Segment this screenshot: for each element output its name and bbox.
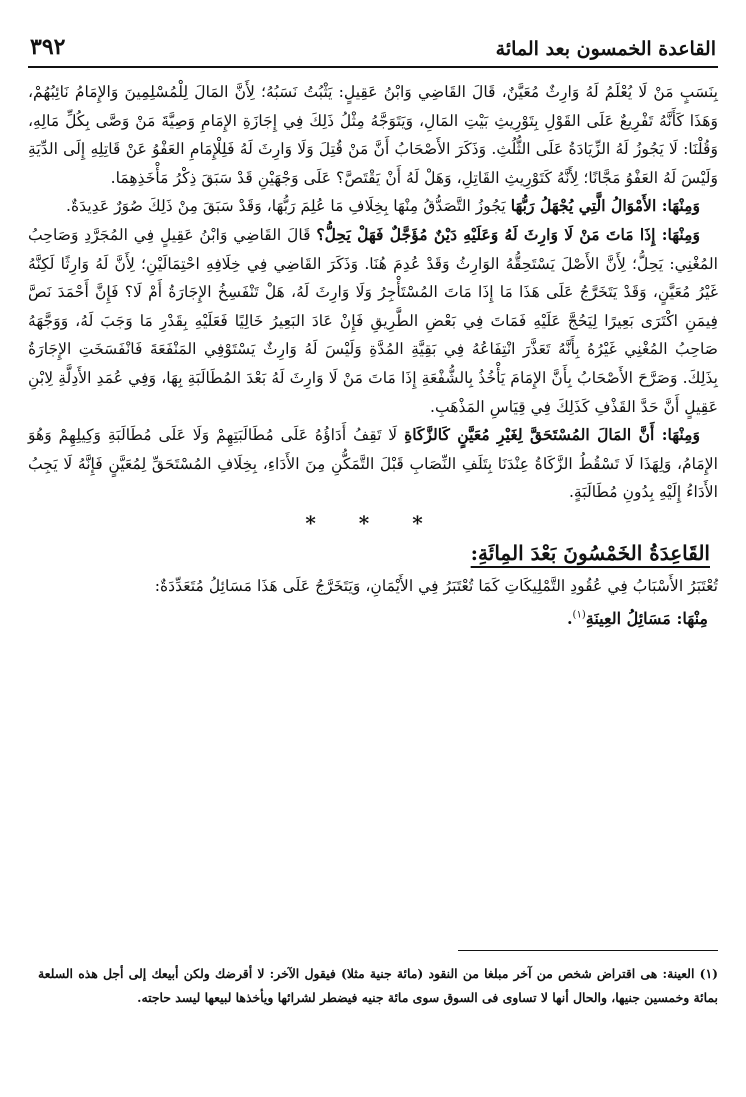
paragraph-text: لَا تَقِفُ أَدَاؤُهُ عَلَى مُطَالَبَتِهِمْ وَلَا عَلَى مُطَالَبَةِ وَكِيلِهِمْ وَهُوَ الإِمَامُ، وَلِهَذَا لَا تَسْقُطُ الزَّكَاةُ عِنْدَنَا بِتَلَفِ النِّصَابِ قَبْلَ التَّمَكُّنِ مِنَ الأَدَاءِ، بِخِلَافِ المُسْتَحَقِّ لِمُعَيَّنٍ فَإِنَّهُ لَا يَجِبُ الأَدَاءُ إِلَيْهِ بِدُونِ مُطَالَبَةٍ. — [28, 426, 718, 502]
main-text — [28, 78, 718, 507]
paragraph-text: يَجُوزُ التَّصَدُّقُ مِنْهَا بِخِلَافِ مَا عُلِمَ رَبُّهَا، وَقَدْ سَبَقَ مِنْ ذَلِكَ صُوَرٌ عَدِيدَةٌ. — [66, 197, 511, 216]
paragraph-text: بِنَسَبٍ مَنْ لَا يُعْلَمُ لَهُ وَارِثٌ مُعَيَّنٌ، قَالَ القَاضِي وَابْنُ عَقِيلٍ: يَثْبُتُ نَسَبُهُ؛ لِأَنَّ المَالَ لِلْمُسْلِمِينَ وَالإِمَامُ نَائِبُهُمْ، وَهَذَا كَأَنَّهُ تَفْرِيعٌ عَلَى القَوْلِ بِتَوْرِيثِ بَيْتِ المَالِ، وَيَتَوَجَّهُ مِثْلُ ذَلِكَ فِي إِجَازَةِ الإِمَامِ وَصِيَّةَ مَنْ وَصَّى بِكُلِّ مَالِهِ، وَقُلْنَا: لَا يَجُوزُ لَهُ الزِّيَادَةُ عَلَى الثُّلُثِ. وَذَكَرَ الأَصْحَابُ أَنَّ مَنْ قُتِلَ وَلَا وَارِثَ لَهُ فَلِلْإِمَامِ العَفْوُ عَنْ قَاتِلِهِ إِلَى الدِّيَةِ وَلَيْسَ لَهُ العَفْوُ مَجَّانًا؛ لِأَنَّهُ كَتَوْرِيثِ القَاتِلِ، وَهَلْ لَهُ أَنْ يَقْتَصَّ؟ عَلَى وَجْهَيْنِ قَدْ سَبَقَ ذِكْرُ مَأْخَذِهِمَا. — [28, 83, 718, 187]
paragraph-continuation — [28, 78, 718, 192]
section-first-item — [28, 609, 718, 628]
paragraph-lead: وَمِنْهَا: أَنَّ المَالَ المُسْتَحَقَّ لِغَيْرِ مُعَيَّنٍ كَالزَّكَاةِ — [404, 425, 700, 445]
footnote-reference[interactable]: (١) — [572, 609, 586, 621]
section-separator: * * * — [305, 510, 441, 535]
book-page — [28, 30, 718, 628]
paragraph-deferred-debt — [28, 221, 718, 421]
paragraph-unknown-owner-property — [28, 192, 718, 221]
footnote: (١) العينة: هى اقتراض شخص من آخر مبلغا من النقود (مائة جنية مثلا) فيقول الآخر: لا أقرضك ولكن أبيعك إلى أجل هذه السلعة بمائة وخمسين جنيها، والحال أنها لا تساوى فى السوق سوى مائة جنيه فيضطر لشرائها ويأخذها لبيعها ليسد حاجته. — [38, 966, 718, 1005]
running-title: القاعدة الخمسون بعد المائة — [495, 38, 716, 60]
section-body: تُعْتَبَرُ الأَسْبَابُ فِي عُقُودِ التَّمْلِيكَاتِ كَمَا تُعْتَبَرُ فِي الأَيْمَانِ، وَيَتَخَرَّجُ عَلَى هَذَا مَسَائِلُ مُتَعَدِّدَةٌ: — [154, 576, 718, 595]
page-number: ٣٩٢ — [30, 34, 66, 60]
paragraph-lead: وَمِنْهَا: إِذَا مَاتَ مَنْ لَا وَارِثَ لَهُ وَعَلَيْهِ دَيْنٌ مُؤَجَّلٌ فَهَلْ يَحِلُّ؟ — [316, 224, 700, 244]
running-head — [28, 30, 718, 68]
section-heading: القَاعِدَةُ الخَمْسُونَ بَعْدَ المِائَةِ: — [470, 540, 710, 565]
item-end: . — [566, 608, 573, 628]
paragraph-zakat — [28, 421, 718, 507]
paragraph-text: قَالَ القَاضِي وَابْنُ عَقِيلٍ فِي المُجَرَّدِ وَصَاحِبُ المُغْنِي: يَحِلُّ؛ لِأَنَّ الأَصْلَ يَسْتَحِقُّهُ الوَارِثُ وَقَدْ عُدِمَ هُنَا. وَذَكَرَ القَاضِي فِي خِلَافِهِ احْتِمَالَيْنِ؛ لِأَنَّ لَهُ وَارِثًا لَكِنَّهُ غَيْرُ مُعَيَّنٍ، وَقَدْ يَتَخَرَّجُ عَلَى هَذَا مَا إِذَا مَاتَ المُسْتَأْجِرُ وَلَا وَارِثَ لَهُ، هَلْ تَنْفَسِخُ الإِجَارَةُ أَمْ لَا؟ فَإِنَّ أَحْمَدَ نَصَّ فِيمَنِ اكْتَرَى بَعِيرًا لِيَحُجَّ عَلَيْهِ فَمَاتَ فِي بَعْضِ الطَّرِيقِ فَإِنْ عَادَ البَعِيرُ خَالِيًا فَعَلَيْهِ بِقَدْرِ مَا وَجَبَ لَهُ، وَوَجَّهَهُ صَاحِبُ المُغْنِي غَيْرُهُ بِأَنَّهُ تَعَذَّرَ انْتِفَاعُهُ فِي بَقِيَّةِ المُدَّةِ وَلَيْسَ لَهُ وَارِثٌ يَسْتَوْفِي المَنْفَعَةَ فَانْفَسَخَتِ الإِجَارَةُ بِذَلِكَ. وَصَرَّحَ الأَصْحَابُ بِأَنَّ الإِمَامَ يَأْخُذُ بِالشُّفْعَةِ إِذَا مَاتَ مَنْ لَا وَارِثَ لَهُ بَعْدَ المُطَالَبَةِ بِهَا، وَفِي عُمَدِ الأَدِلَّةِ لِابْنِ عَقِيلٍ أَنَّ حَدَّ القَذْفِ كَذَلِكَ فِي قِيَاسِ المَذْهَبِ. — [28, 225, 718, 416]
item-text: مِنْهَا: مَسَائِلُ العِينَةِ — [585, 608, 708, 628]
paragraph-lead: وَمِنْهَا: الأَمْوَالُ الَّتِي يُجْهَلُ رَبُّهَا — [510, 196, 700, 216]
footnote-divider — [458, 950, 718, 951]
